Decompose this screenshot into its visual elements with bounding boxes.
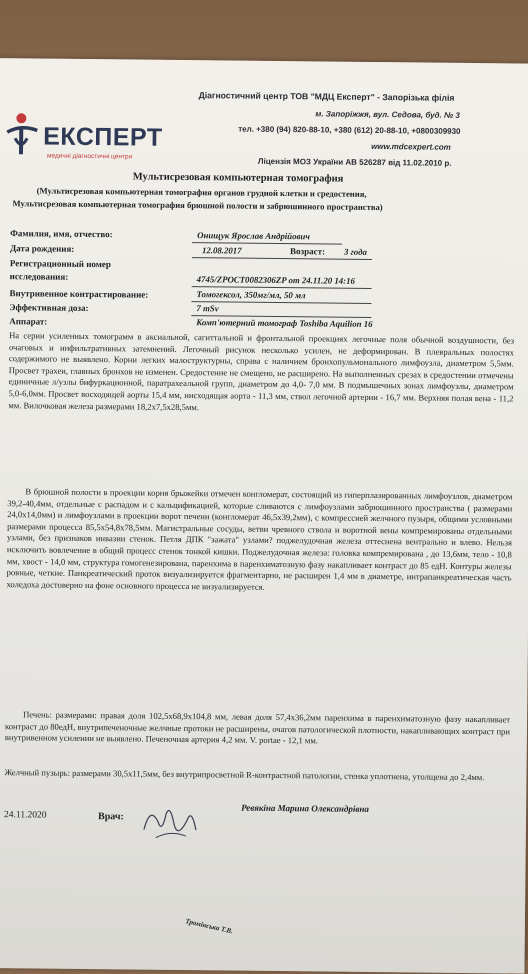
name-underline [192, 242, 342, 245]
liver-findings: Печень: размерами: правая доля 102,5х68,9х104,8 мм, левая доля 57,4х36,2мм паренхима в паренхиматозную фазу накапливает контраст до 80едН, внутрипеченочные желчные протоки не расширены, очагов патологической плотности, накапливающих контраст при внутривенном усилении не выявлено. Печеночная артерия 4,2 мм. V. portae - 12,1 мм. [4, 709, 511, 746]
registration-number: 4745/ZPOCT0082306ZP от 24.11.20 14:16 [196, 274, 356, 286]
dose-value: 7 mSv [196, 303, 219, 314]
person-logo-icon [3, 110, 44, 160]
document-title: Мультисрезовая компьютерная томография [132, 171, 344, 185]
document-subtitle-2: Мультисрезовая компьютерная томография брюшной полости и забрюшинного пространства) [12, 198, 383, 213]
dob-label: Дата рождения: [9, 243, 75, 254]
logo-wordmark: ЕКСПЕРТ [43, 122, 163, 152]
clinic-address: м. Запоріжжя, вул. Седова, буд. № 3 [315, 109, 460, 120]
reg-label-line-1: Регистрационный номер [9, 258, 111, 270]
patient-dob: 12.08.2017 [201, 245, 242, 256]
clinic-license: Ліцензія МОЗ України АВ 526287 від 11.02.2010 р. [257, 156, 452, 168]
report-sheet [0, 58, 528, 974]
document-subtitle-1: (Мультисрезовая компьютерная томография органов грудной клетки и средостения, [36, 185, 367, 199]
doctor-signature [136, 800, 206, 846]
clinic-website: www.mdcexpert.com [371, 141, 451, 152]
device-label: Аппарат: [9, 316, 48, 327]
logo-tagline: медичні діагностичні центри [46, 152, 133, 161]
contrast-label: Внутривенное контрастирование: [9, 288, 149, 300]
dob-underline [192, 257, 372, 260]
patient-name: Онищук Ярослав Андрійович [197, 230, 310, 242]
name-label: Фамилия, имя, отчество: [10, 228, 113, 240]
contrast-value: Томогексол, 350мг/мл, 50 мл [196, 289, 306, 301]
doctor-name: Ревякіна Марина Олександрівна [241, 802, 369, 814]
patient-age: 3 года [343, 246, 367, 257]
reg-label-line-2: исследования: [9, 271, 69, 282]
stamp-text: Тромінська Т.В. [184, 917, 234, 936]
age-label: Возраст: [289, 246, 326, 257]
report-date: 24.11.2020 [4, 810, 47, 821]
doctor-label: Врач: [98, 811, 124, 823]
abdomen-findings: В брюшной полости в проекции корня брыжейки отмечен конгломерат, состоящий из гиперплазированных лимфоузлов, диаметром 39,2-40,4мм, отдельные с распадом и с кальцификацией, которые сливаются с лимфоузлами забрюшинного пространства ( размерами 24,0х14,0мм) и лимфоузлами в проекции ворот печени (конгломерат 46,5х39,2мм), с компрессией желчного пузыря, общими условными размерами процесса 85,5х54,8х78,5мм. Магистральные сосуды, ветви чревного ствола и воротной вены компремированы отдельными узлами, без признаков инвазии стенок. Петля ДПК "зажата" узлами? поджелудочная железа оттеснена вентрально и влево. Нельзя исключить вовлечение в общий процесс стенок тонкой кишки. Поджелудочная железа: головка компремирована , до 13,6мм, тело - 10,8 мм, хвост - 14,0 мм, структура гомогенезирована, паренхима в паренхиматозную фазу накапливает контраст до 85 едН. Контуры железы ровные, четкие. Панкреатический проток визуализируется фрагментарно, не расширен 1,4 мм в диаметре, интрапанкреатическая часть холедоха достоверно на фоне основного процесса не визуализируется. [6, 486, 513, 592]
clinic-phones: тел. +380 (94) 820-88-10, +380 (612) 20-88-10, +0800309930 [238, 124, 461, 136]
clinic-name: Діагностичний центр ТОВ "МДЦ Експерт" - Запорізька філія [198, 90, 455, 103]
device-value: Комп'ютерний томограф Toshiba Aquilion 16 [196, 317, 373, 329]
gallbladder-findings: Желчный пузырь: размерами 30,5х11,5мм, без внутрипросветной R-контрастной патологии, стенка уплотнена, утолщена до 2,4мм. [4, 767, 485, 783]
dose-label: Эффективная доза: [9, 302, 89, 314]
chest-findings: На серии усиленных томограмм в аксиальной, сагиттальной и фронтальной проекциях легочные поля обычной воздушности, без очаговых и инфильтративных затемнений. Легочный рисунок несколько усилен, не деформирован. В плевральных полостях содержимого не выявлено. Корни легких малоструктурны, справа с наличием бронхопульмонального лимфоузла, диаметром 5,5мм. Просвет трахеи, главных бронхов не изменен. Средостение не смещено, не расширено. На выполненных срезах в средостении отмечены единичные л/узлы бифуркационной, паратрахеальной групп, диаметром до 4,0- 7,0 мм. В подмышечных зонах лимфоузлы, диаметром 5,0-6,0мм. Просвет восходящей аорты 15,4 мм, нисходящая аорта - 11,3 мм, ствол легочной артерии - 16,7 мм. Верхняя полая вена - 11,2 мм. Вилочковая железа размерами 18,2х7,5х28,5мм. [8, 330, 515, 412]
